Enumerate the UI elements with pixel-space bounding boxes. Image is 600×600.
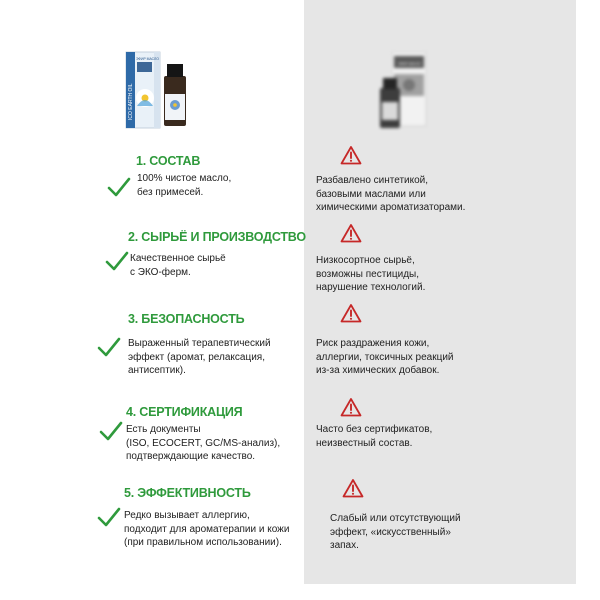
section-5-good-line-1: Редко вызывает аллергию, [124,510,250,521]
section-1-good-text [137,172,231,199]
section-2-bad-line-3: нарушение технологий. [316,282,426,293]
section-5-title: 5. ЭФФЕКТИВНОСТЬ [124,486,251,500]
section-3-good-line-3: антисептик). [128,365,186,376]
section-3-title: 3. БЕЗОПАСНОСТЬ [128,312,245,326]
product-box-label: ЭФИР МАСЛО [136,57,159,61]
generic-oil-product-image [376,48,436,132]
section-2-title: 2. СЫРЬЁ И ПРОИЗВОДСТВО [128,230,306,244]
section-1-good-line-2: без примесей. [137,186,204,198]
section-5-bad-line-2: эффект, «искусственный» [330,526,451,538]
section-2-good-line-2: с ЭКО-ферм. [130,266,191,278]
section-2-bad-text [316,254,425,295]
section-4-good-line-3: подтверждающие качество. [126,451,256,462]
check-mark-icon [96,506,122,528]
section-2-good-text [130,252,226,279]
section-4-good-line-2: (ISO, ECOCERT, GC/MS-анализ), [126,437,281,449]
section-4-bad-line-2: неизвестный состав. [316,437,413,449]
section-5-bad-line-1: Слабый или отсутствующий [330,513,461,524]
section-3-bad-line-2: аллергии, токсичных реакций [316,351,454,363]
warning-triangle-icon [340,223,362,243]
section-3-good-line-2: эффект (аромат, релаксация, [128,351,265,363]
section-3-bad-line-1: Риск раздражения кожи, [316,338,430,349]
section-3-bad-line-3: из-за химических добавок. [316,365,440,376]
warning-triangle-icon [340,145,362,165]
warning-triangle-icon [340,397,362,417]
section-5-bad-line-3: запах. [330,540,359,551]
check-mark-icon [106,176,132,198]
section-5-good-line-3: (при правильном использовании). [124,537,282,548]
check-mark-icon [96,336,122,358]
section-3-good-line-1: Выраженный терапевтический [128,338,271,349]
section-1-bad-line-1: Разбавлено синтетикой, [316,175,429,186]
section-2-good-line-1: Качественное сырьё [130,253,226,264]
check-mark-icon [98,420,124,442]
section-1-bad-line-3: химическими ароматизаторами. [316,202,466,213]
warning-triangle-icon [340,303,362,323]
section-4-good-line-1: Есть документы [126,424,201,435]
section-4-title: 4. СЕРТИФИКАЦИЯ [126,405,243,419]
product-box-vertical-text: ICO EARTH OIL [128,83,134,120]
section-5-bad-text [330,512,461,553]
section-3-good-text [128,337,271,378]
section-4-bad-line-1: Часто без сертификатов, [316,424,433,435]
section-2-bad-line-1: Низкосортное сырьё, [316,255,415,266]
section-5-good-line-2: подходит для ароматерапии и кожи [124,523,290,535]
section-2-bad-line-2: возможны пестициды, [316,268,419,280]
generic-product-label: ЭФИР МАСЛО [398,62,421,66]
section-1-good-line-1: 100% чистое масло, [137,173,232,184]
section-1-title: 1. СОСТАВ [136,154,201,168]
organic-oil-product-image [124,48,196,132]
warning-triangle-icon [342,478,364,498]
check-mark-icon [104,250,130,272]
section-1-bad-line-2: базовыми маслами или [316,188,426,200]
section-3-bad-text [316,337,454,378]
section-4-good-text [126,423,280,464]
section-1-bad-text [316,174,465,215]
section-4-bad-text [316,423,432,450]
section-5-good-text [124,509,289,550]
